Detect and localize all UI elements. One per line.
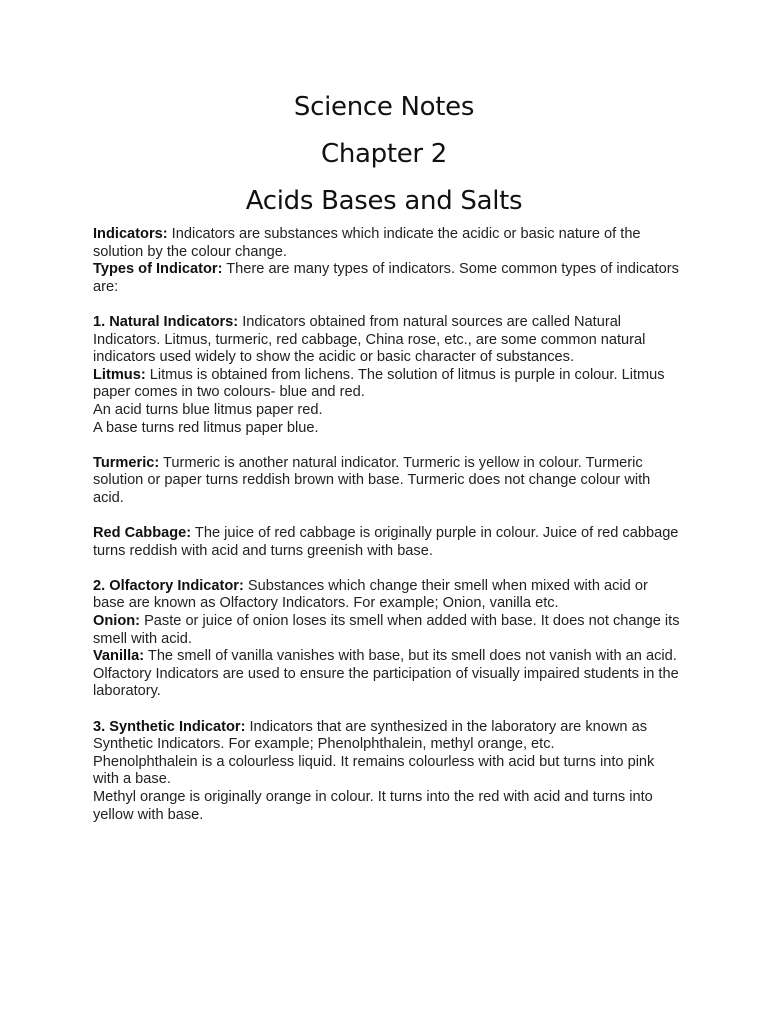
methyl-orange-line: Methyl orange is originally orange in colour. It turns into the red with acid and turns into yellow with base. (93, 789, 653, 823)
types-paragraph (93, 261, 683, 296)
vanilla-label: Vanilla: (93, 648, 145, 665)
synthetic-paragraph (93, 719, 683, 754)
spacer (93, 508, 683, 526)
onion-paragraph (93, 613, 683, 648)
spacer (93, 296, 683, 314)
natural-text: Indicators obtained from natural sources are called Natural Indicators. Litmus, turmeric, red cabbage, China rose, etc., are some common natural indicators used widely to show the acidic or basic character of substances. (93, 313, 646, 366)
topic-title: Acids Bases and Salts (245, 186, 523, 216)
onion-label: Onion: (93, 613, 141, 630)
spacer (93, 437, 683, 455)
spacer (93, 701, 683, 719)
synthetic-text: Indicators that are synthesized in the laboratory are known as Synthetic Indicators. For example; Phenolphthalein, methyl orange, etc. (93, 718, 648, 753)
litmus-text: Litmus is obtained from lichens. The solution of litmus is purple in colour. Litmus paper comes in two colours- blue and red. (93, 366, 665, 401)
notes-body (93, 226, 683, 824)
turmeric-paragraph (93, 455, 683, 508)
red-cabbage-label: Red Cabbage: (93, 525, 192, 542)
vanilla-text: The smell of vanilla vanishes with base, but its smell does not vanish with an acid. (144, 648, 677, 665)
litmus-label: Litmus: (93, 366, 146, 383)
red-cabbage-paragraph (93, 525, 683, 560)
natural-paragraph (93, 314, 683, 367)
olfactory-paragraph (93, 578, 683, 613)
phenolphthalein-line: Phenolphthalein is a colourless liquid. It remains colourless with acid but turns into pink with a base. (93, 753, 655, 788)
vanilla-paragraph (93, 648, 683, 666)
onion-text: Paste or juice of onion loses its smell when added with base. It does not change its smell with acid. (93, 613, 680, 647)
doc-title: Science Notes (293, 92, 475, 122)
synthetic-label: 3. Synthetic Indicator: (93, 718, 246, 735)
olfactory-label: 2. Olfactory Indicator: (93, 577, 244, 594)
turmeric-text: Turmeric is another natural indicator. Turmeric is yellow in colour. Turmeric solution or paper turns reddish brown with base. Turmeric does not change colour with acid. (93, 454, 651, 506)
natural-label: 1. Natural Indicators: (93, 313, 239, 330)
red-cabbage-text: The juice of red cabbage is originally purple in colour. Juice of red cabbage turns reddish with acid and turns greenish with base. (93, 525, 679, 559)
turmeric-label: Turmeric: (93, 454, 160, 471)
olfactory-text: Substances which change their smell when mixed with acid or base are known as Olfactory Indicators. For example; Onion, vanilla etc. (93, 577, 648, 612)
indicators-label: Indicators: (93, 226, 168, 242)
litmus-paragraph (93, 367, 683, 402)
chapter-title: Chapter 2 (320, 139, 448, 169)
olfactory-note: Olfactory Indicators are used to ensure the participation of visually impaired students in the laboratory. (93, 665, 679, 700)
litmus-acid-line: An acid turns blue litmus paper red. (93, 401, 323, 418)
indicators-text: Indicators are substances which indicate the acidic or basic nature of the solution by the colour change. (93, 226, 641, 260)
spacer (93, 560, 683, 578)
types-label: Types of Indicator: (93, 261, 223, 278)
types-text: There are many types of indicators. Some common types of indicators are: (93, 261, 679, 295)
indicators-paragraph (93, 226, 683, 261)
title-block (0, 84, 768, 225)
litmus-base-line: A base turns red litmus paper blue. (93, 419, 319, 436)
